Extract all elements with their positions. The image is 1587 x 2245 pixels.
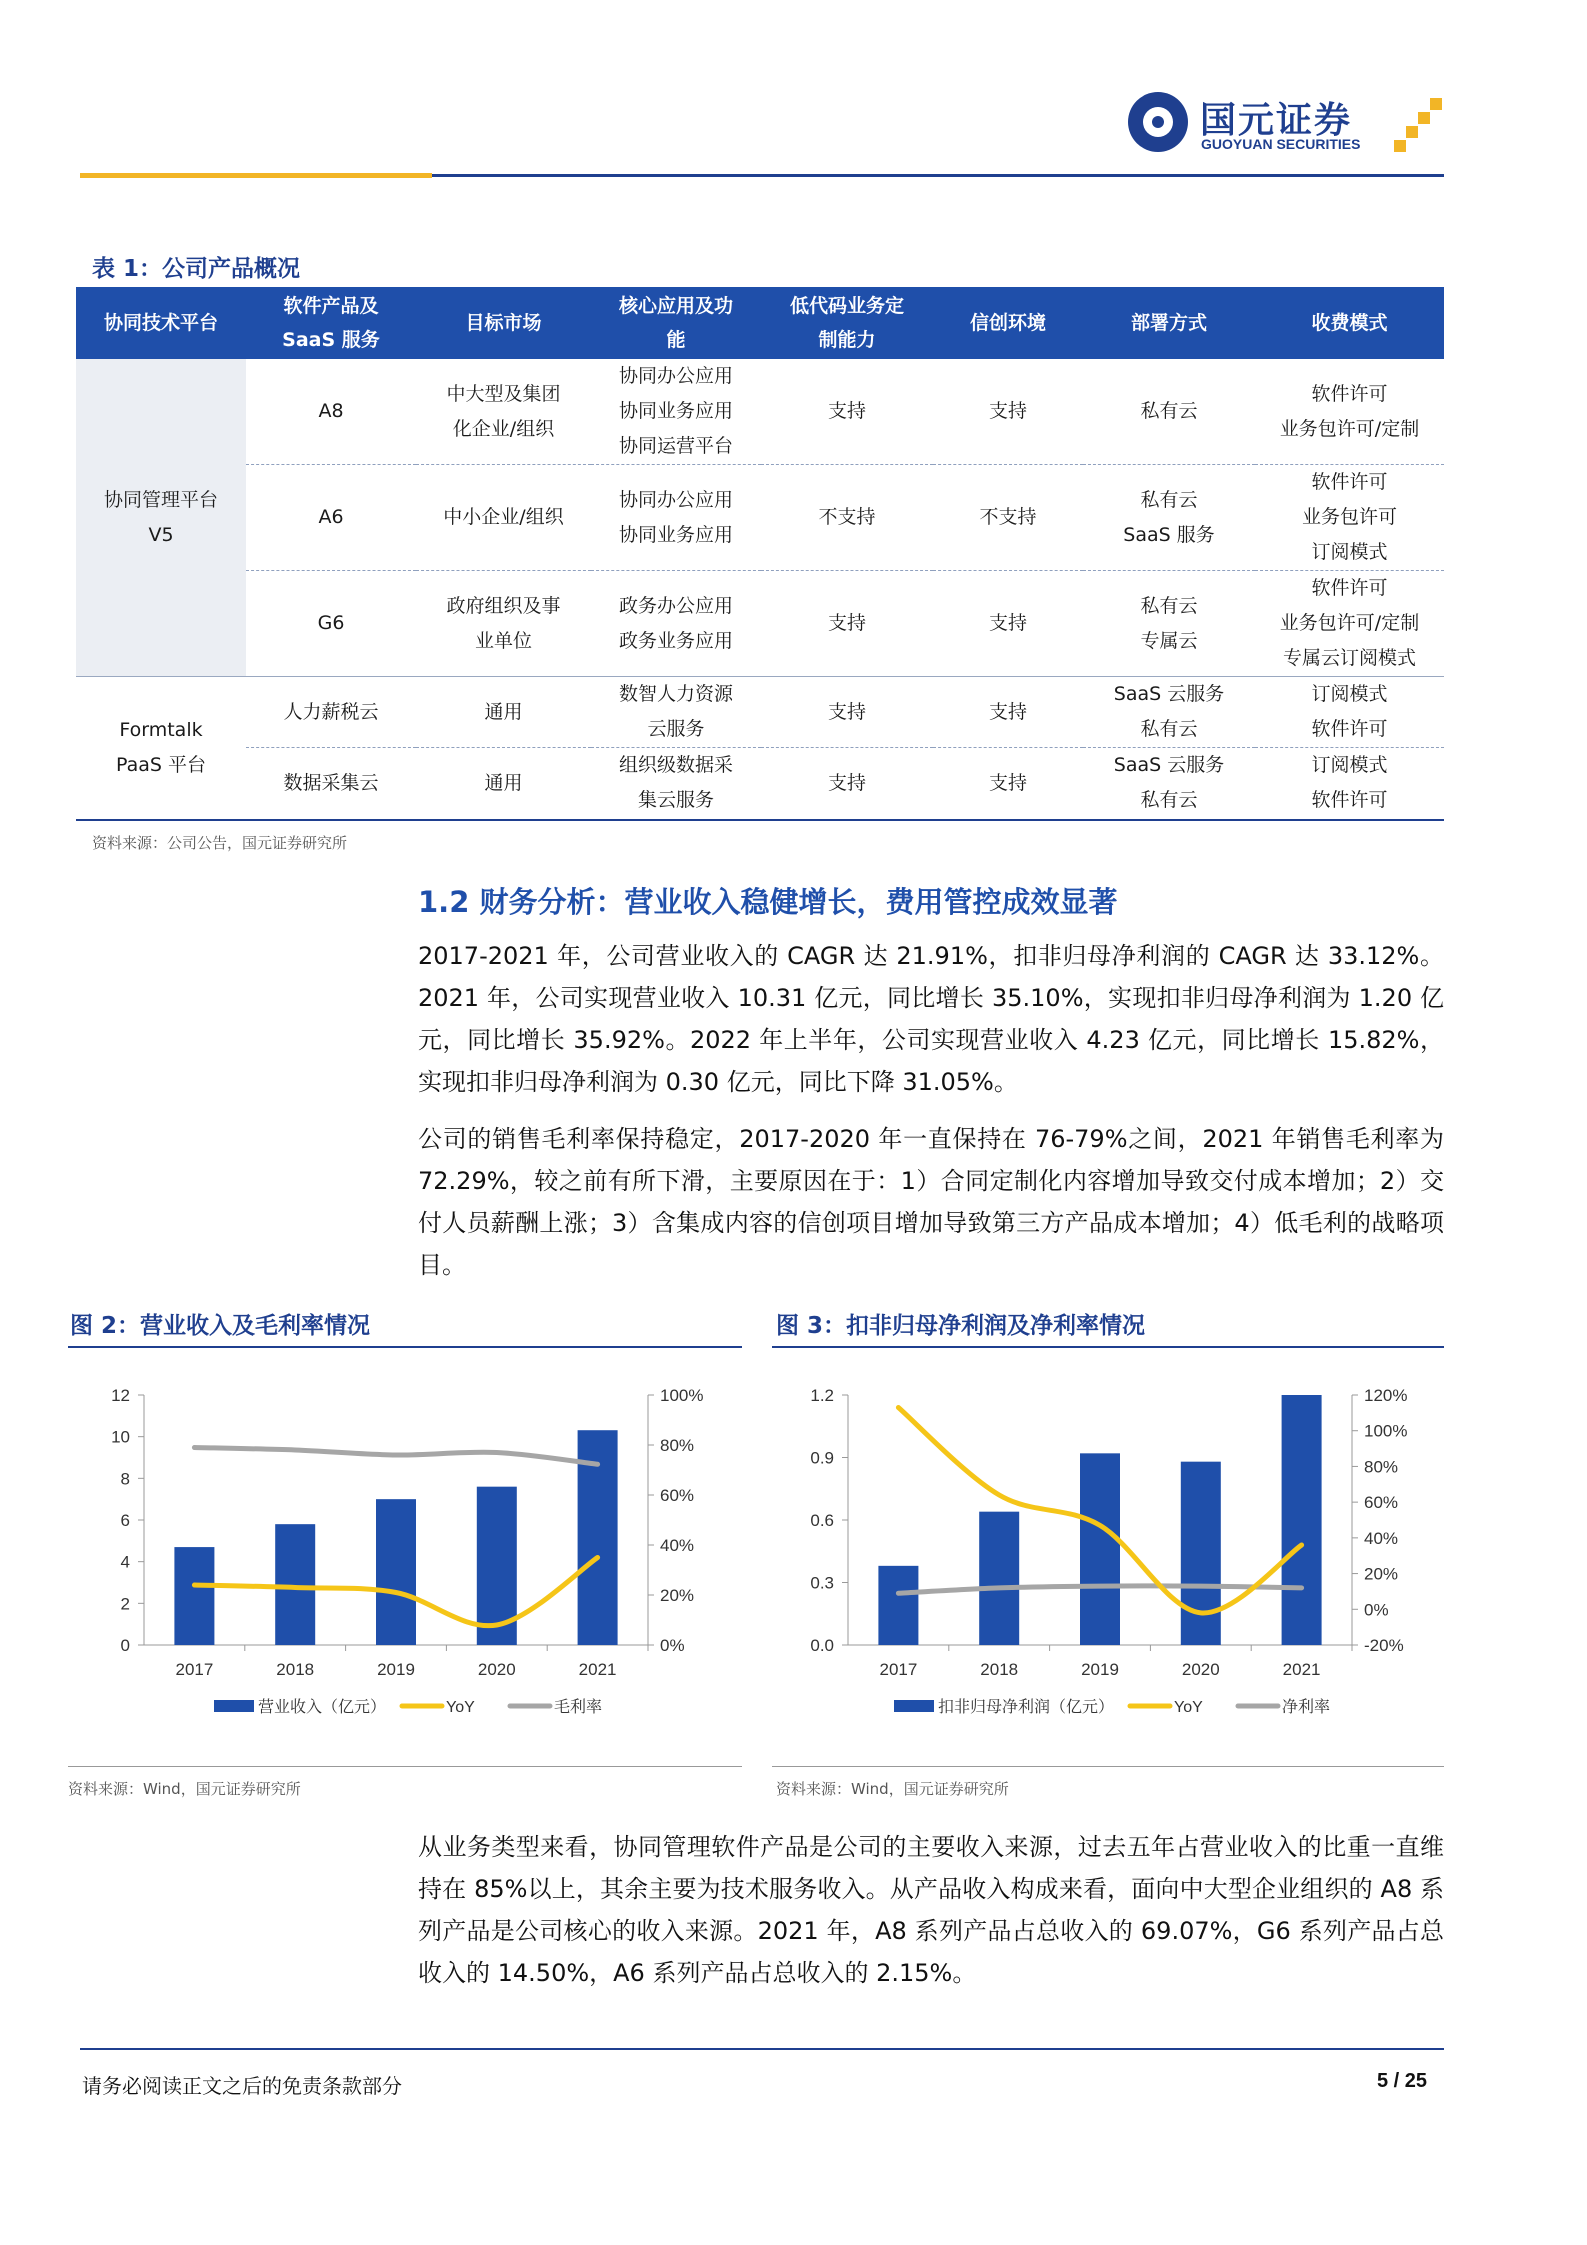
y-tick-label-right: 0% [660,1636,685,1655]
x-tick-label: 2018 [980,1660,1019,1679]
table-header: 部署方式 [1083,287,1255,359]
paragraph: 2017-2021 年，公司营业收入的 CAGR 达 21.91%，扣非归母净利润的 CAGR 达 33.12%。2021 年，公司实现营业收入 10.31 亿元，同比增长 35.10%，实现扣非归母净利润为 1.20 亿元，同比增长 35.92%。2022 年上半年，公司实现营业收入 4.23 亿元，同比增长 15.82%，实现扣非归母净利润为 0.30 亿元，同比下降 31.05%。 [418,942,1444,1096]
y-tick-label-right: 80% [1364,1457,1399,1477]
legend-label: YoY [446,1699,475,1716]
apps-cell: 协同办公应用 协同业务应用 [591,465,761,571]
legend-label: 毛利率 [554,1699,603,1716]
logo-mark-icon [1128,92,1188,152]
table-header: 信创环境 [933,287,1083,359]
x-tick-label: 2017 [879,1660,918,1679]
market-cell: 中小企业/组织 [416,465,591,571]
bar [1080,1453,1120,1645]
legend-label: 营业收入（亿元） [258,1699,387,1716]
logo-square-icon [1430,98,1442,110]
table-row [76,465,1444,571]
deploy-cell: 私有云 [1140,400,1198,422]
brand-name: 国元证券 [1200,100,1353,141]
legend-swatch [214,1700,254,1712]
xinchuang-cell: 不支持 [933,465,1083,571]
logo-square-icon [1394,140,1406,152]
figure-divider [772,1346,1444,1348]
legend-label: YoY [1174,1699,1203,1716]
y-tick-label-left: 10 [111,1427,130,1447]
bar [979,1512,1019,1645]
y-tick-label-left: 6 [120,1511,130,1530]
x-tick-label: 2019 [1081,1660,1119,1679]
series-line [194,1448,597,1465]
product-cell: A6 [246,465,416,571]
charge-cell: 软件许可 业务包许可/定制 专属云订阅模式 [1255,571,1444,677]
y-tick-label-right: 120% [1364,1386,1408,1405]
x-tick-label: 2020 [477,1660,516,1679]
header-divider-blue [432,174,1444,177]
figure-caption: 图 3：扣非归母净利润及净利率情况 [776,1313,1146,1339]
x-tick-label: 2021 [578,1660,617,1679]
market-cell: 通用 [416,748,591,820]
figure-caption: 图 2：营业收入及毛利率情况 [70,1313,371,1339]
apps-cell: 协同办公应用 协同业务应用 协同运营平台 [618,365,733,457]
y-tick-label-left: 0.6 [810,1511,834,1530]
paragraph: 公司的销售毛利率保持稳定，2017-2020 年一直保持在 76-79%之间，2021 年销售毛利率为 72.29%，较之前有所下滑，主要原因在于：1）合同定制化内容增加导致交付成本增加；2）交付人员薪酬上涨；3）含集成内容的信创项目增加导致第三方产品成本增加；4）低毛利的战略项目。 [418,1125,1444,1279]
figure-bottom-line [68,1766,742,1767]
deploy-cell: 私有云 SaaS 服务 [1083,465,1255,571]
bar [376,1499,416,1645]
figure-divider [68,1346,742,1348]
x-tick-label: 2020 [1181,1660,1220,1679]
y-tick-label-right: 20% [660,1586,695,1605]
brand-logo [1128,92,1458,158]
table-header: 软件产品及 SaaS 服务 [246,287,416,359]
y-tick-label-right: 20% [1364,1564,1399,1584]
table-row [76,359,1444,465]
y-tick-label-left: 8 [120,1469,130,1489]
lowcode-cell: 不支持 [761,465,933,571]
logo-square-icon [1418,112,1430,124]
x-tick-label: 2019 [377,1660,415,1679]
y-tick-label-left: 0.9 [810,1448,834,1468]
y-tick-label-left: 0.3 [810,1573,834,1593]
x-tick-label: 2021 [1282,1660,1321,1679]
header-divider-yellow [80,173,432,178]
deploy-cell: 私有云 专属云 [1083,571,1255,677]
table-row [76,748,1444,820]
y-tick-label-right: 40% [1364,1528,1399,1548]
lowcode-cell: 支持 [761,748,933,820]
product-cell: A8 [318,400,344,422]
bar [1282,1395,1322,1645]
lowcode-cell: 支持 [827,400,866,422]
logo-square-icon [1406,126,1418,138]
xinchuang-cell: 支持 [933,677,1083,748]
apps-cell: 数智人力资源 云服务 [591,677,761,748]
bar [1181,1462,1221,1645]
y-tick-label-right: 60% [1364,1493,1399,1513]
y-tick-label-left: 0.0 [810,1636,834,1655]
y-tick-label-right: 100% [660,1386,704,1405]
y-tick-label-left: 4 [120,1552,130,1572]
xinchuang-cell: 支持 [933,748,1083,820]
y-tick-label-right: 60% [660,1486,695,1505]
x-tick-label: 2017 [175,1660,214,1679]
xinchuang-cell: 支持 [933,571,1083,677]
xinchuang-cell: 支持 [988,400,1027,422]
market-cell: 中大型及集团 化企业/组织 [446,382,561,440]
charge-cell: 订阅模式 软件许可 [1255,677,1444,748]
deploy-cell: SaaS 云服务 私有云 [1083,748,1255,820]
net-profit-chart [772,1365,1452,1735]
figure-source: 资料来源：Wind，国元证券研究所 [776,1780,1009,1798]
paragraph: 从业务类型来看，协同管理软件产品是公司的主要收入来源，过去五年占营业收入的比重一直维持在 85%以上，其余主要为技术服务收入。从产品收入构成来看，面向中大型企业组织的 A8 系列产品是公司核心的收入来源。2021 年，A8 系列产品占总收入的 69.07%，G6 系列产品占总收入的 14.50%，A6 系列产品占总收入的 2.15%。 [418,1833,1444,1987]
legend-swatch [894,1700,934,1712]
y-tick-label-left: 1.2 [810,1386,834,1405]
section-title: 1.2 财务分析：营业收入稳健增长，费用管控成效显著 [418,885,1118,919]
product-cell: 人力薪税云 [246,677,416,748]
lowcode-cell: 支持 [761,677,933,748]
platform-cell: Formtalk PaaS 平台 [76,677,246,820]
legend-label: 扣非归母净利润（亿元） [938,1699,1115,1716]
table-header-row [76,287,1444,359]
table-header: 核心应用及功 能 [591,287,761,359]
footer-disclaimer: 请务必阅读正文之后的免责条款部分 [82,2074,402,2098]
table-header: 低代码业务定 制能力 [761,287,933,359]
market-cell: 政府组织及事 业单位 [416,571,591,677]
y-tick-label-left: 12 [111,1386,130,1405]
y-tick-label-right: 40% [660,1536,695,1555]
product-cell: G6 [246,571,416,677]
deploy-cell: SaaS 云服务 私有云 [1083,677,1255,748]
x-tick-label: 2018 [276,1660,315,1679]
table-row [76,677,1444,748]
revenue-chart [68,1365,748,1735]
charge-cell: 订阅模式 软件许可 [1255,748,1444,820]
y-tick-label-right: -20% [1364,1636,1404,1655]
apps-cell: 组织级数据采 集云服务 [591,748,761,820]
product-cell: 数据采集云 [246,748,416,820]
page-number: 5 / 25 [1376,2070,1427,2092]
figure-bottom-line [772,1766,1444,1767]
apps-cell: 政务办公应用 政务业务应用 [591,571,761,677]
table-header: 收费模式 [1255,287,1444,359]
lowcode-cell: 支持 [761,571,933,677]
figure-source: 资料来源：Wind，国元证券研究所 [68,1780,301,1798]
charge-cell: 软件许可 业务包许可 订阅模式 [1255,465,1444,571]
y-tick-label-right: 100% [1364,1421,1408,1441]
y-tick-label-right: 80% [660,1436,695,1455]
table-caption: 表 1：公司产品概况 [92,256,301,282]
y-tick-label-right: 0% [1364,1600,1389,1620]
table-source: 资料来源：公司公告，国元证券研究所 [92,834,348,852]
platform-cell: 协同管理平台 V5 [76,359,246,677]
table-row [76,571,1444,677]
y-tick-label-left: 2 [120,1594,130,1614]
table-header: 协同技术平台 [76,287,246,359]
legend-label: 净利率 [1282,1699,1331,1716]
product-table [76,287,1444,821]
table-header: 目标市场 [416,287,591,359]
y-tick-label-left: 0 [120,1636,130,1655]
footer-divider [80,2048,1444,2050]
bar [878,1566,918,1645]
market-cell: 通用 [416,677,591,748]
charge-cell: 软件许可 业务包许可/定制 [1279,382,1420,440]
brand-name-en: GUOYUAN SECURITIES [1201,136,1361,152]
bar [174,1547,214,1645]
